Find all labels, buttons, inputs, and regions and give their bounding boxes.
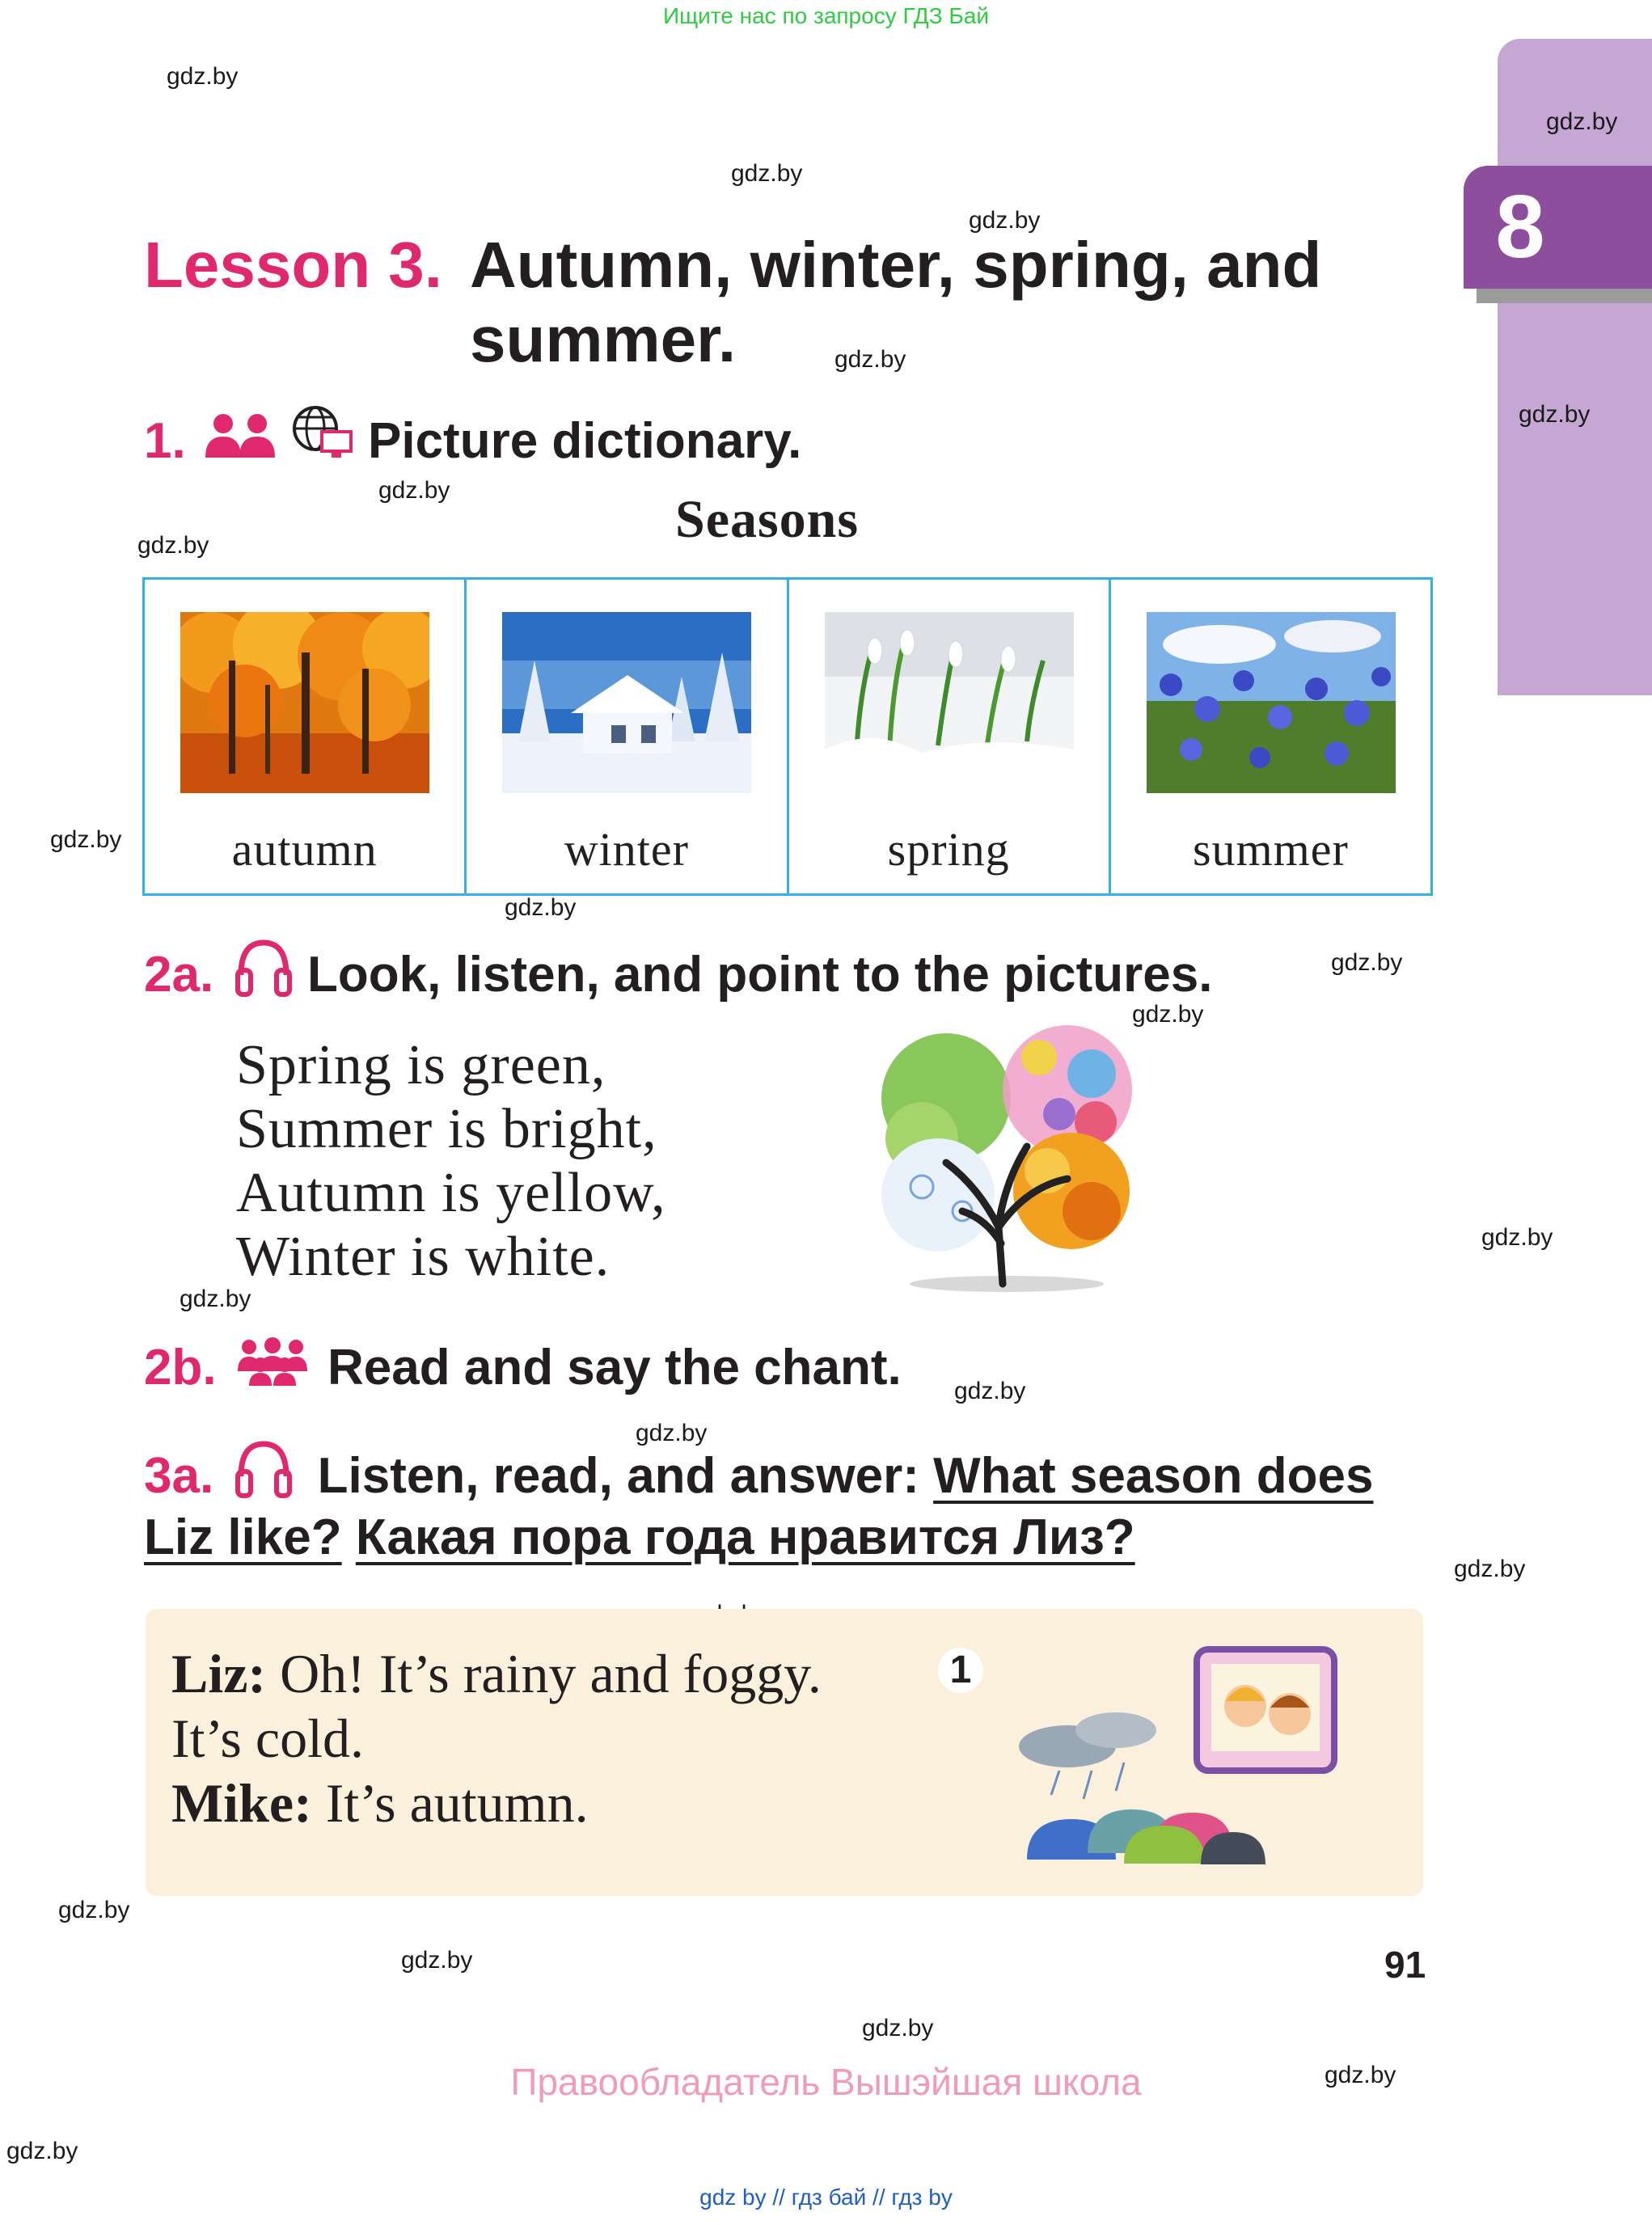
lesson-title-line2: summer. [470, 303, 737, 375]
snowy-house-photo [502, 612, 751, 793]
season-label-winter: winter [564, 823, 689, 876]
season-label-spring: spring [887, 823, 1010, 876]
watermark: gdz.by [1454, 1556, 1526, 1582]
dialog-text [171, 1641, 822, 1835]
dialog-line [171, 1706, 822, 1771]
watermark: gdz.by [401, 1947, 473, 1974]
ex1-heading: Picture dictionary. [368, 413, 802, 469]
unit-number: 8 [1495, 177, 1545, 277]
dialog-line [171, 1771, 822, 1835]
chant-line: Summer is bright, [236, 1098, 657, 1160]
season-label-summer: summer [1192, 823, 1349, 876]
watermark: gdz.by [1331, 949, 1403, 976]
pair-work-icon [204, 411, 278, 461]
lesson-title-line1: Autumn, winter, spring, and [470, 229, 1322, 301]
ex3a-question-en-part1: What season does [933, 1448, 1374, 1504]
watermark: gdz.by [137, 532, 209, 559]
lesson-title-text [470, 228, 1359, 377]
season-label-autumn: autumn [231, 823, 378, 876]
watermark: gdz.by [50, 826, 122, 853]
headphones-icon [233, 1438, 294, 1499]
dialog-speaker: Mike: [171, 1772, 312, 1834]
dialog-line [171, 1641, 822, 1706]
ex3a-number: 3a. [144, 1448, 214, 1504]
lesson-label: Lesson 3. [144, 229, 443, 301]
watermark: gdz.by [180, 1286, 251, 1312]
headphones-icon [233, 936, 294, 998]
dialog-speaker: Liz: [171, 1643, 267, 1704]
cornflowers-photo [1147, 612, 1396, 793]
ex1-number: 1. [144, 413, 186, 469]
watermark: gdz.by [1546, 108, 1618, 135]
ex2b-heading: Read and say the chant. [327, 1340, 902, 1395]
seasons-table [142, 577, 1433, 896]
season-cell-spring [789, 580, 1111, 893]
ex2a-number: 2a. [144, 947, 214, 1003]
chant-text [236, 1033, 666, 1289]
season-cell-winter [467, 580, 788, 893]
watermark: gdz.by [862, 2015, 934, 2041]
page-number: 91 [1384, 1944, 1426, 1986]
watermark: gdz.by [58, 1897, 130, 1923]
top-banner[interactable]: Ищите нас по запросу ГДЗ Бай [662, 3, 990, 28]
copyright-notice: Правообладатель Вышэйшая школа [510, 2061, 1142, 2103]
chant-line: Spring is green, [236, 1034, 606, 1096]
dialog-number-badge: 1 [938, 1648, 983, 1693]
rainy-window-illustration [1011, 1641, 1350, 1868]
watermark: gdz.by [1132, 1001, 1204, 1028]
chant-line: Winter is white. [236, 1226, 611, 1288]
dialog-speech: It’s cold. [171, 1708, 364, 1769]
chant-line: Autumn is yellow, [236, 1162, 666, 1224]
season-cell-summer [1111, 580, 1430, 893]
ex3a-block [144, 1446, 1438, 1568]
snowdrops-photo [825, 612, 1074, 793]
watermark: gdz.by [167, 63, 239, 90]
watermark: gdz.by [505, 894, 577, 921]
interactive-globe-icon [291, 404, 354, 462]
ex3a-lead: Listen, read, and answer: [317, 1448, 919, 1504]
watermark: gdz.by [834, 346, 906, 373]
dialog-speech: It’s autumn. [311, 1772, 589, 1834]
season-cell-autumn [145, 580, 467, 893]
watermark: gdz.by [731, 160, 803, 187]
four-seasons-tree-illustration [865, 1025, 1148, 1300]
ex2b-number: 2b. [144, 1340, 217, 1395]
watermark: gdz.by [378, 477, 450, 504]
ex2a-heading: Look, listen, and point to the pictures. [307, 947, 1213, 1003]
side-strip [1498, 39, 1652, 695]
bottom-links[interactable]: gdz by // гдз бай // гдз by [699, 2185, 953, 2210]
watermark: gdz.by [954, 1378, 1026, 1404]
watermark: gdz.by [969, 207, 1041, 234]
ex3a-question-en-part2: Liz like? [144, 1509, 342, 1565]
ex3a-question-ru: Какая пора года нравится Лиз? [355, 1509, 1135, 1565]
dialog-speech: Oh! It’s rainy and foggy. [266, 1643, 822, 1704]
seasons-title: Seasons [675, 490, 860, 549]
watermark: gdz.by [6, 2138, 78, 2164]
unit-tab-shadow [1477, 289, 1652, 303]
group-work-icon [236, 1336, 309, 1386]
watermark: gdz.by [1325, 2062, 1396, 2088]
watermark: gdz.by [1481, 1224, 1553, 1251]
watermark: gdz.by [636, 1420, 708, 1446]
watermark: gdz.by [1519, 401, 1591, 428]
autumn-forest-photo [180, 612, 429, 793]
